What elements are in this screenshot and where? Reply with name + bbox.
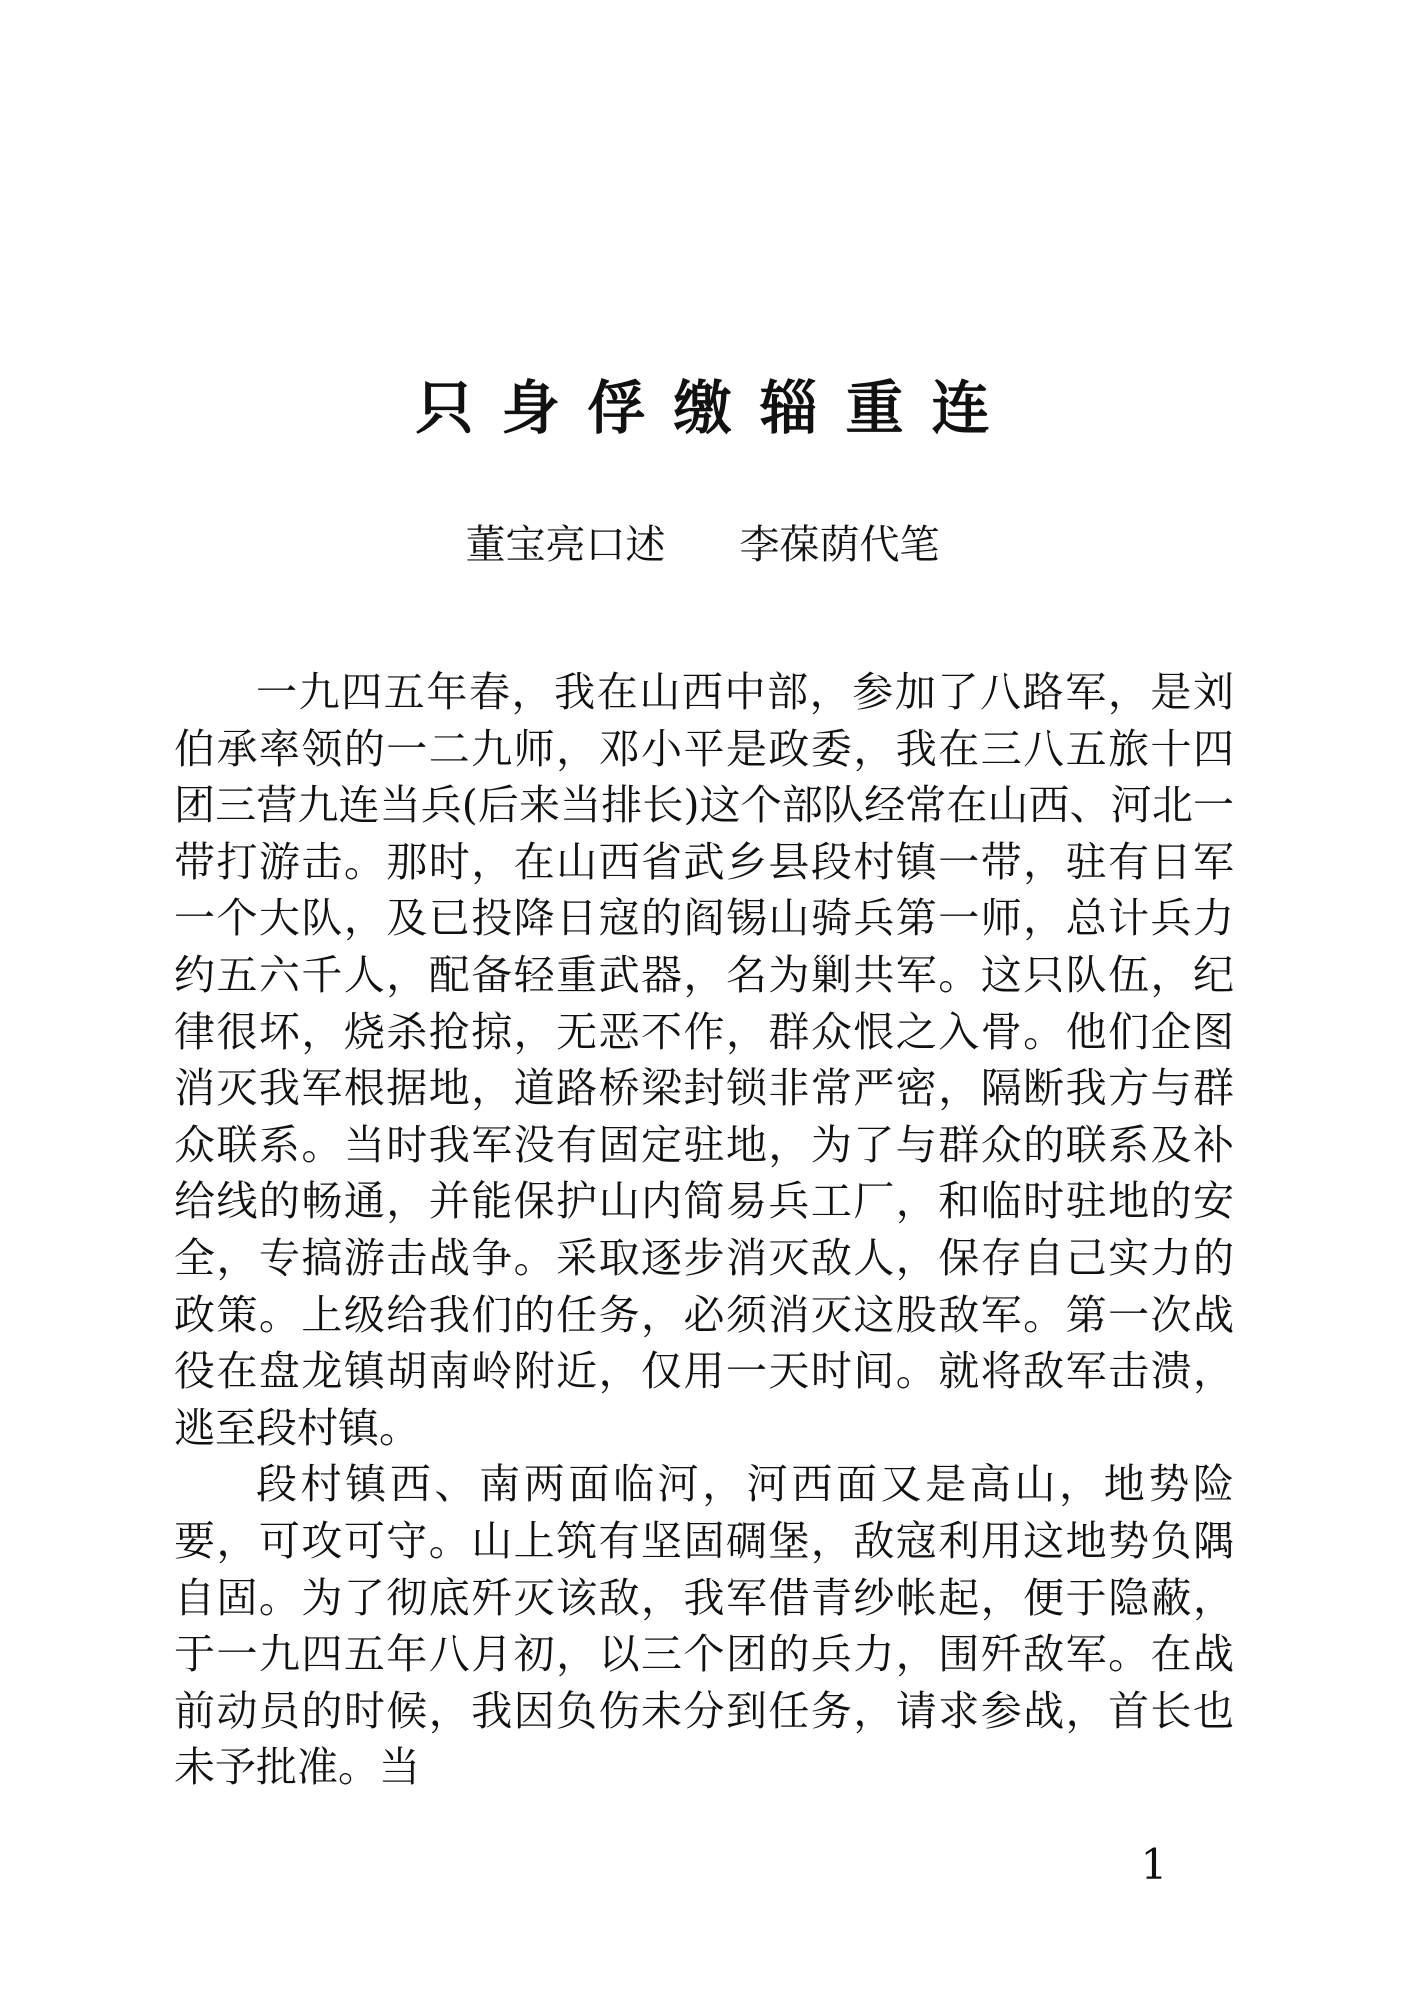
paragraph-1: 一九四五年春，我在山西中部，参加了八路军，是刘伯承率领的一二九师，邓小平是政委，我在三八五旅十四团三营九连当兵(后来当排长)这个部队经常在山西、河北一带打游击。那时，在山西省武乡县段村镇一带，驻有日军一个大队，及已投降日寇的阎锡山骑兵第一师，总计兵力约五六千人，配备轻重武器，名为剿共军。这只队伍，纪律很坏，烧杀抢掠，无恶不作，群众恨之入骨。他们企图消灭我军根据地，道路桥梁封锁非常严密，隔断我方与群众联系。当时我军没有固定驻地，为了与群众的联系及补给线的畅通，并能保护山内简易兵工厂，和临时驻地的安全，专搞游击战争。采取逐步消灭敌人，保存自己实力的政策。上级给我们的任务，必须消灭这股敌军。第一次战役在盘龙镇胡南岭附近，仅用一天时间。就将敌军击溃，逃至段村镇。	[174, 668, 1234, 1452]
narrator-credit: 董宝亮口述	[465, 522, 666, 568]
paragraph-2: 段村镇西、南两面临河，河西面又是高山，地势险要，可攻可守。山上筑有坚固碉堡，敌寇利用这地势负隅自固。为了彻底歼灭该敌，我军借青纱帐起，便于隐蔽，于一九四五年八月初，以三个团的兵力，围歼敌军。在战前动员的时候，我因负伤未分到任务，请求参战，首长也未予批准。当	[174, 1460, 1234, 1792]
writer-credit: 李葆荫代笔	[739, 522, 940, 568]
article-body	[174, 664, 1234, 1796]
page-number: 1	[1140, 1840, 1168, 1889]
article-title: 只身俘缴辎重连	[415, 374, 1018, 442]
byline	[0, 517, 1405, 573]
